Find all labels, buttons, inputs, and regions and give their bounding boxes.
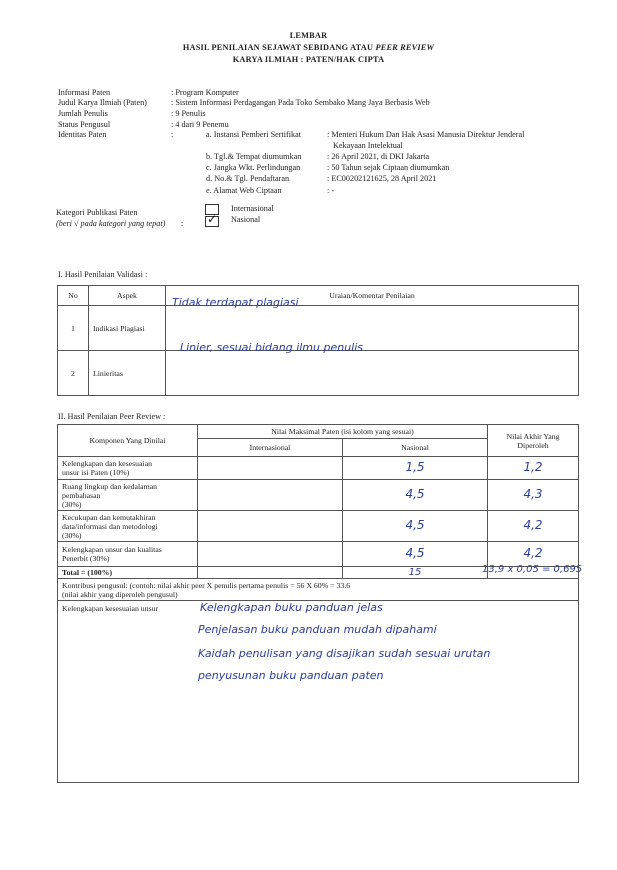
nasional-cell [343,567,488,579]
handwritten-comment: Tidak terdapat plagiasi [172,296,299,309]
table-header-row [58,286,579,306]
handwritten-score: 4,2 [523,546,543,560]
komponen-line: (30%) [62,530,82,540]
handwritten-note-line: Kaidah penulisan yang disajikan sudah sesuai urutan [198,647,491,660]
komponen-line: (30%) [62,499,82,509]
handwritten-score: 4,5 [405,546,425,560]
identitas-value: : EC00202121625, 28 April 2021 [327,174,437,183]
identitas-value-cont: Kekayaan Intelektual [333,141,403,150]
nasional-cell [343,457,488,480]
header-nilai-akhir: Nilai Akhir Yang Diperoleh [488,425,579,457]
identitas-value: : - [327,186,335,195]
table-row [58,542,579,567]
komponen-cell [58,457,198,480]
komponen-line: data/informasi dan metodologi [62,521,158,531]
row-aspek: Indikasi Plagiasi [89,306,166,351]
handwritten-score: 4,5 [405,487,425,501]
table-total-row [58,567,579,579]
komponen-cell [58,480,198,511]
info-label: Identitas Paten [58,130,107,139]
akhir-cell [488,542,579,567]
catatan-cell [58,601,579,783]
handwritten-note-line: Kelengkapan buku panduan jelas [200,601,383,614]
handwritten-note-line: penyusunan buku panduan paten [198,669,384,682]
header-nasional: Nasional [343,439,488,457]
handwritten-total: 15 [408,567,422,578]
identitas-value: : 26 April 2021, di DKI Jakarta [327,152,430,161]
info-label: Informasi Paten [58,88,111,97]
checkmark-icon: ✓ [207,212,218,226]
info-label: Jumlah Penulis [58,109,108,118]
komponen-line: Kecukupan dan kemutakhiran [62,512,156,522]
table-row [58,351,579,396]
row-komentar [166,341,579,396]
kontribusi-text: Kontribusi pengusul: (contoh: nilai akhir peer X penulis pertama penulis = 56 X 60% = 33.6 [62,580,351,590]
handwritten-score: 4,2 [523,518,543,532]
komponen-cell [58,542,198,567]
handwritten-comment: Linier, sesuai bidang ilmu penulis [180,341,364,354]
table-kontribusi-row [58,579,579,601]
internasional-cell [198,511,343,542]
option-nasional-label: Nasional [231,215,261,224]
table-row [58,457,579,480]
table-header-row [58,425,579,439]
table-catatan-row [58,601,579,783]
peer-review-table [57,424,583,783]
handwritten-score: 1,2 [523,460,543,474]
catatan-label: Kelengkapan kesesuaian unsur [62,604,159,613]
kontribusi-note: (nilai akhir yang diperoleh pengusul) [62,589,178,599]
header-title-italic: PEER REVIEW [375,43,435,52]
kategori-label: Kategori Publikasi Paten [56,208,138,217]
handwritten-score: 4,3 [523,487,543,501]
info-value: : 9 Penulis [171,109,206,118]
option-internasional-label: Internasional [231,204,274,213]
total-label: Total = (100%) [58,567,198,579]
komponen-line: Ruang lingkup dan kedalaman [62,481,158,491]
komponen-cell [58,511,198,542]
identitas-value: : Menteri Hukum Dan Hak Asasi Manusia Direktur Jenderal [327,130,525,139]
kategori-colon: : [181,219,184,228]
header-lembar: LEMBAR [289,31,328,40]
section2-title: II. Hasil Penilaian Peer Review : [58,412,166,421]
row-aspek: Linieritas [89,351,166,396]
table-row [58,511,579,542]
akhir-cell [488,480,579,511]
row-no: 2 [58,351,89,396]
akhir-cell [482,564,583,579]
info-value: : 4 dari 9 Penemu [171,120,229,129]
internasional-cell [198,542,343,567]
handwritten-score: 4,5 [405,518,425,532]
identitas-label: d. No.& Tgl. Pendaftaran [206,174,290,183]
handwritten-note-line: Penjelasan buku panduan mudah dipahami [198,623,437,636]
identitas-label: e. Alamat Web Ciptaan [206,186,282,195]
akhir-cell [488,457,579,480]
validasi-table [57,285,579,396]
header-nilai-maks: Nilai Maksimal Paten (isi kolom yang sesuai) [198,425,488,439]
internasional-cell [198,457,343,480]
header-komponen: Komponen Yang Dinilai [58,425,198,457]
komponen-line: Kelengkapan unsur dan kualitas [62,545,162,554]
internasional-cell [198,480,343,511]
identitas-label: b. Tgl.& Tempat diumumkan [206,152,302,161]
header-subtitle: KARYA ILMIAH : PATEN/HAK CIPTA [232,55,385,64]
komponen-line: Kelengkapan dan kesesuaian [62,459,153,468]
info-value: : Program Komputer [171,88,239,97]
akhir-cell [488,511,579,542]
checkbox-nasional[interactable] [205,212,219,227]
identitas-value: : 50 Tahun sejak Ciptaan diumumkan [327,163,450,172]
section1-title: I. Hasil Penilaian Validasi : [58,270,148,279]
header-title [0,43,617,52]
kategori-note: (beri √ pada kategori yang tepat) [56,219,166,228]
row-no: 1 [58,306,89,351]
table-row [58,480,579,511]
header-uraian: Uraian/Komentar Penilaian [166,286,579,306]
header-no: No [58,286,89,306]
komponen-line: unsur isi Paten (10%) [62,468,130,477]
nasional-cell [343,480,488,511]
identitas-label: a. Instansi Pemberi Sertifikat [206,130,302,139]
kontribusi-cell [58,579,579,601]
info-label: Status Pengusul [58,120,111,129]
identitas-label: c. Jangka Wkt. Perlindungan [206,163,301,172]
handwritten-score: 1,5 [405,460,425,474]
header-internasional: Internasional [198,439,343,457]
handwritten-total-akhir: 13,9 x 0,05 = 0,695 [482,564,583,575]
info-value: : [171,130,174,139]
info-value: : Sistem Informasi Perdagangan Pada Toko Sembako Mang Jaya Berbasis Web [171,98,430,107]
header-aspek: Aspek [89,286,166,306]
nasional-cell [343,511,488,542]
komponen-line: pembahasan [62,490,101,500]
internasional-cell [198,567,343,579]
nasional-cell [343,542,488,567]
komponen-line: Penerbit (30%) [62,554,110,563]
info-label: Judul Karya Ilmiah (Paten) [58,98,147,107]
header-title-text: HASIL PENILAIAN SEJAWAT SEBIDANG ATAU [182,43,374,52]
